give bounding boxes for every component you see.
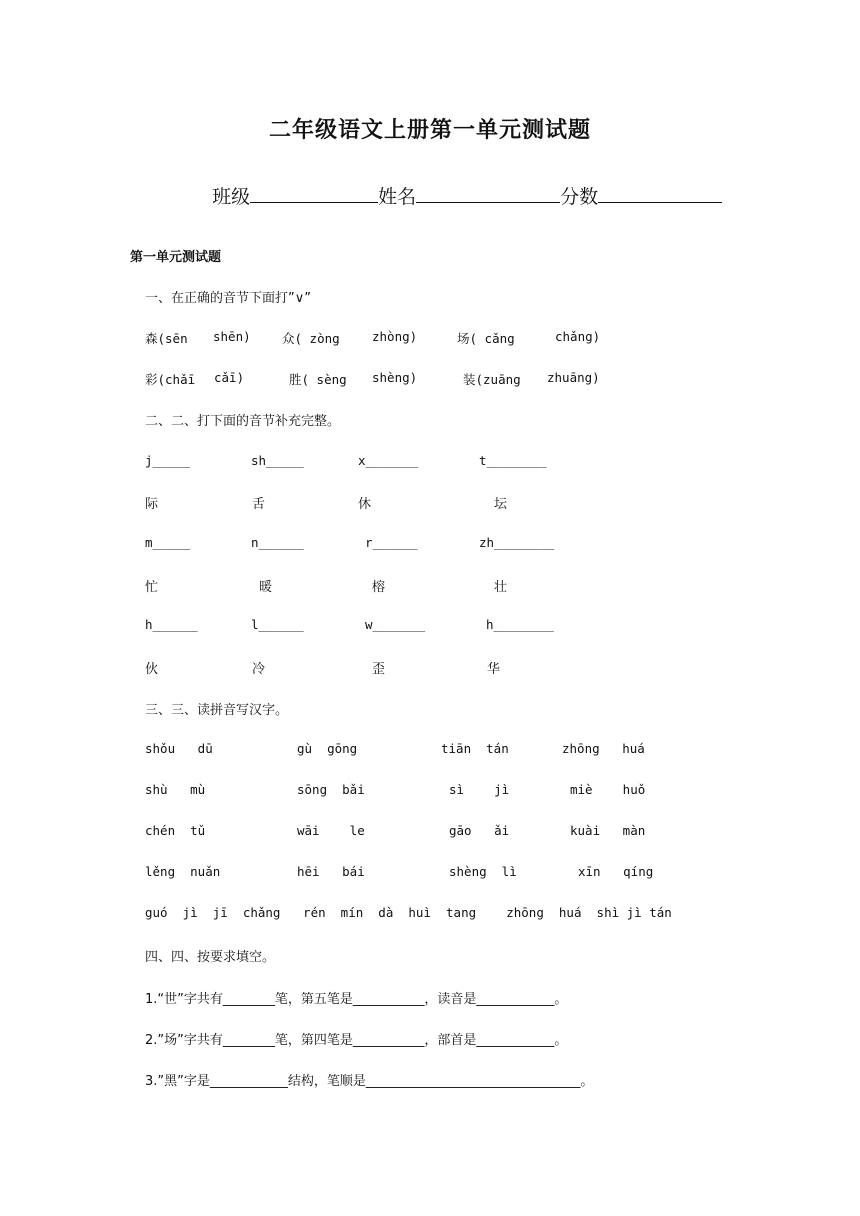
q2-char: 坛 — [494, 497, 508, 512]
q1-heading: 一、在正确的音节下面打”∨” — [145, 291, 311, 306]
q1-option: 胜( sèng — [289, 372, 347, 387]
q3-pinyin: shèng lì — [449, 864, 517, 879]
q2-char: 壮 — [494, 580, 508, 595]
q1-option: 森(sēn — [145, 331, 188, 346]
name-label: 姓名 — [378, 186, 417, 208]
q2-blank[interactable]: w_______ — [365, 617, 426, 632]
score-label: 分数 — [560, 186, 599, 208]
q2-char: 榕 — [372, 580, 386, 595]
q2-char: 暖 — [259, 580, 273, 595]
q3-pinyin: tiān tán — [441, 741, 509, 756]
q2-blank[interactable]: l______ — [251, 617, 304, 632]
score-blank[interactable] — [598, 182, 722, 203]
q2-blank[interactable]: h______ — [145, 617, 198, 632]
q2-heading: 二、二、打下面的音节补充完整。 — [145, 414, 341, 429]
q3-pinyin: xīn qíng — [578, 864, 654, 879]
q3-pinyin: shù mù — [145, 782, 206, 797]
name-blank[interactable] — [416, 182, 560, 203]
q2-char: 华 — [487, 662, 501, 677]
class-label: 班级 — [212, 186, 251, 208]
q2-blank[interactable]: t________ — [479, 453, 547, 468]
q1-option: 装(zuāng — [463, 372, 521, 387]
q1-option: 场( cǎng — [457, 331, 515, 346]
q2-char: 冷 — [252, 662, 266, 677]
q2-char: 舌 — [252, 497, 266, 512]
q3-pinyin: lěng nuǎn — [145, 864, 221, 879]
q3-pinyin: chén tǔ — [145, 823, 206, 838]
q2-char: 休 — [358, 497, 372, 512]
q2-char: 歪 — [372, 662, 386, 677]
q3-pinyin: miè huǒ — [570, 782, 646, 797]
q2-blank[interactable]: m_____ — [145, 535, 191, 550]
q3-pinyin: sōng bǎi — [297, 782, 365, 797]
q3-last-row: guó jì jī chǎng rén mín dà huì tang zhōng huá shì jì tán — [145, 905, 672, 920]
q4-heading: 四、四、按要求填空。 — [145, 950, 276, 965]
q3-pinyin: zhōng huá — [562, 741, 645, 756]
q2-char: 际 — [145, 497, 159, 512]
q1-option: 众( zòng — [282, 331, 340, 346]
q2-char: 伙 — [145, 662, 159, 677]
q1-option: zhòng) — [372, 329, 418, 344]
q1-option: cǎī) — [214, 370, 245, 385]
q1-option: chǎng) — [555, 329, 601, 344]
q3-pinyin: gāo ǎi — [449, 823, 510, 838]
q2-blank[interactable]: n______ — [251, 535, 304, 550]
class-blank[interactable] — [250, 182, 378, 203]
page-title: 二年级语文上册第一单元测试题 — [268, 118, 591, 143]
q1-option: zhuāng) — [547, 370, 600, 385]
section-subtitle: 第一单元测试题 — [130, 250, 222, 265]
q3-pinyin: gù gōng — [297, 741, 358, 756]
q1-option: shèng) — [372, 370, 418, 385]
q2-blank[interactable]: x_______ — [358, 453, 419, 468]
q2-char: 忙 — [145, 580, 159, 595]
q3-heading: 三、三、读拼音写汉字。 — [145, 703, 289, 718]
q3-pinyin: wāi le — [297, 823, 365, 838]
q1-option: 彩(chǎī — [145, 372, 196, 387]
q4-item-2[interactable]: 2.”场”字共有________笔，第四笔是___________，部首是____________。 — [145, 1033, 568, 1048]
q4-item-3[interactable]: 3.”黑”字是____________结构，笔顺是_________________________________。 — [145, 1074, 594, 1089]
q2-blank[interactable]: sh_____ — [251, 453, 304, 468]
q3-pinyin: hēi bái — [297, 864, 365, 879]
q3-pinyin: kuài màn — [570, 823, 646, 838]
student-info-line — [200, 160, 722, 209]
q4-item-1[interactable]: 1.“世”字共有________笔，第五笔是___________，读音是____________。 — [145, 992, 568, 1007]
q2-blank[interactable]: r______ — [365, 535, 418, 550]
q3-pinyin: shǒu dū — [145, 741, 213, 756]
q2-blank[interactable]: j_____ — [145, 453, 191, 468]
q2-blank[interactable]: zh________ — [479, 535, 555, 550]
q1-option: shēn) — [213, 329, 251, 344]
q3-pinyin: sì jì — [449, 782, 510, 797]
q2-blank[interactable]: h________ — [486, 617, 554, 632]
